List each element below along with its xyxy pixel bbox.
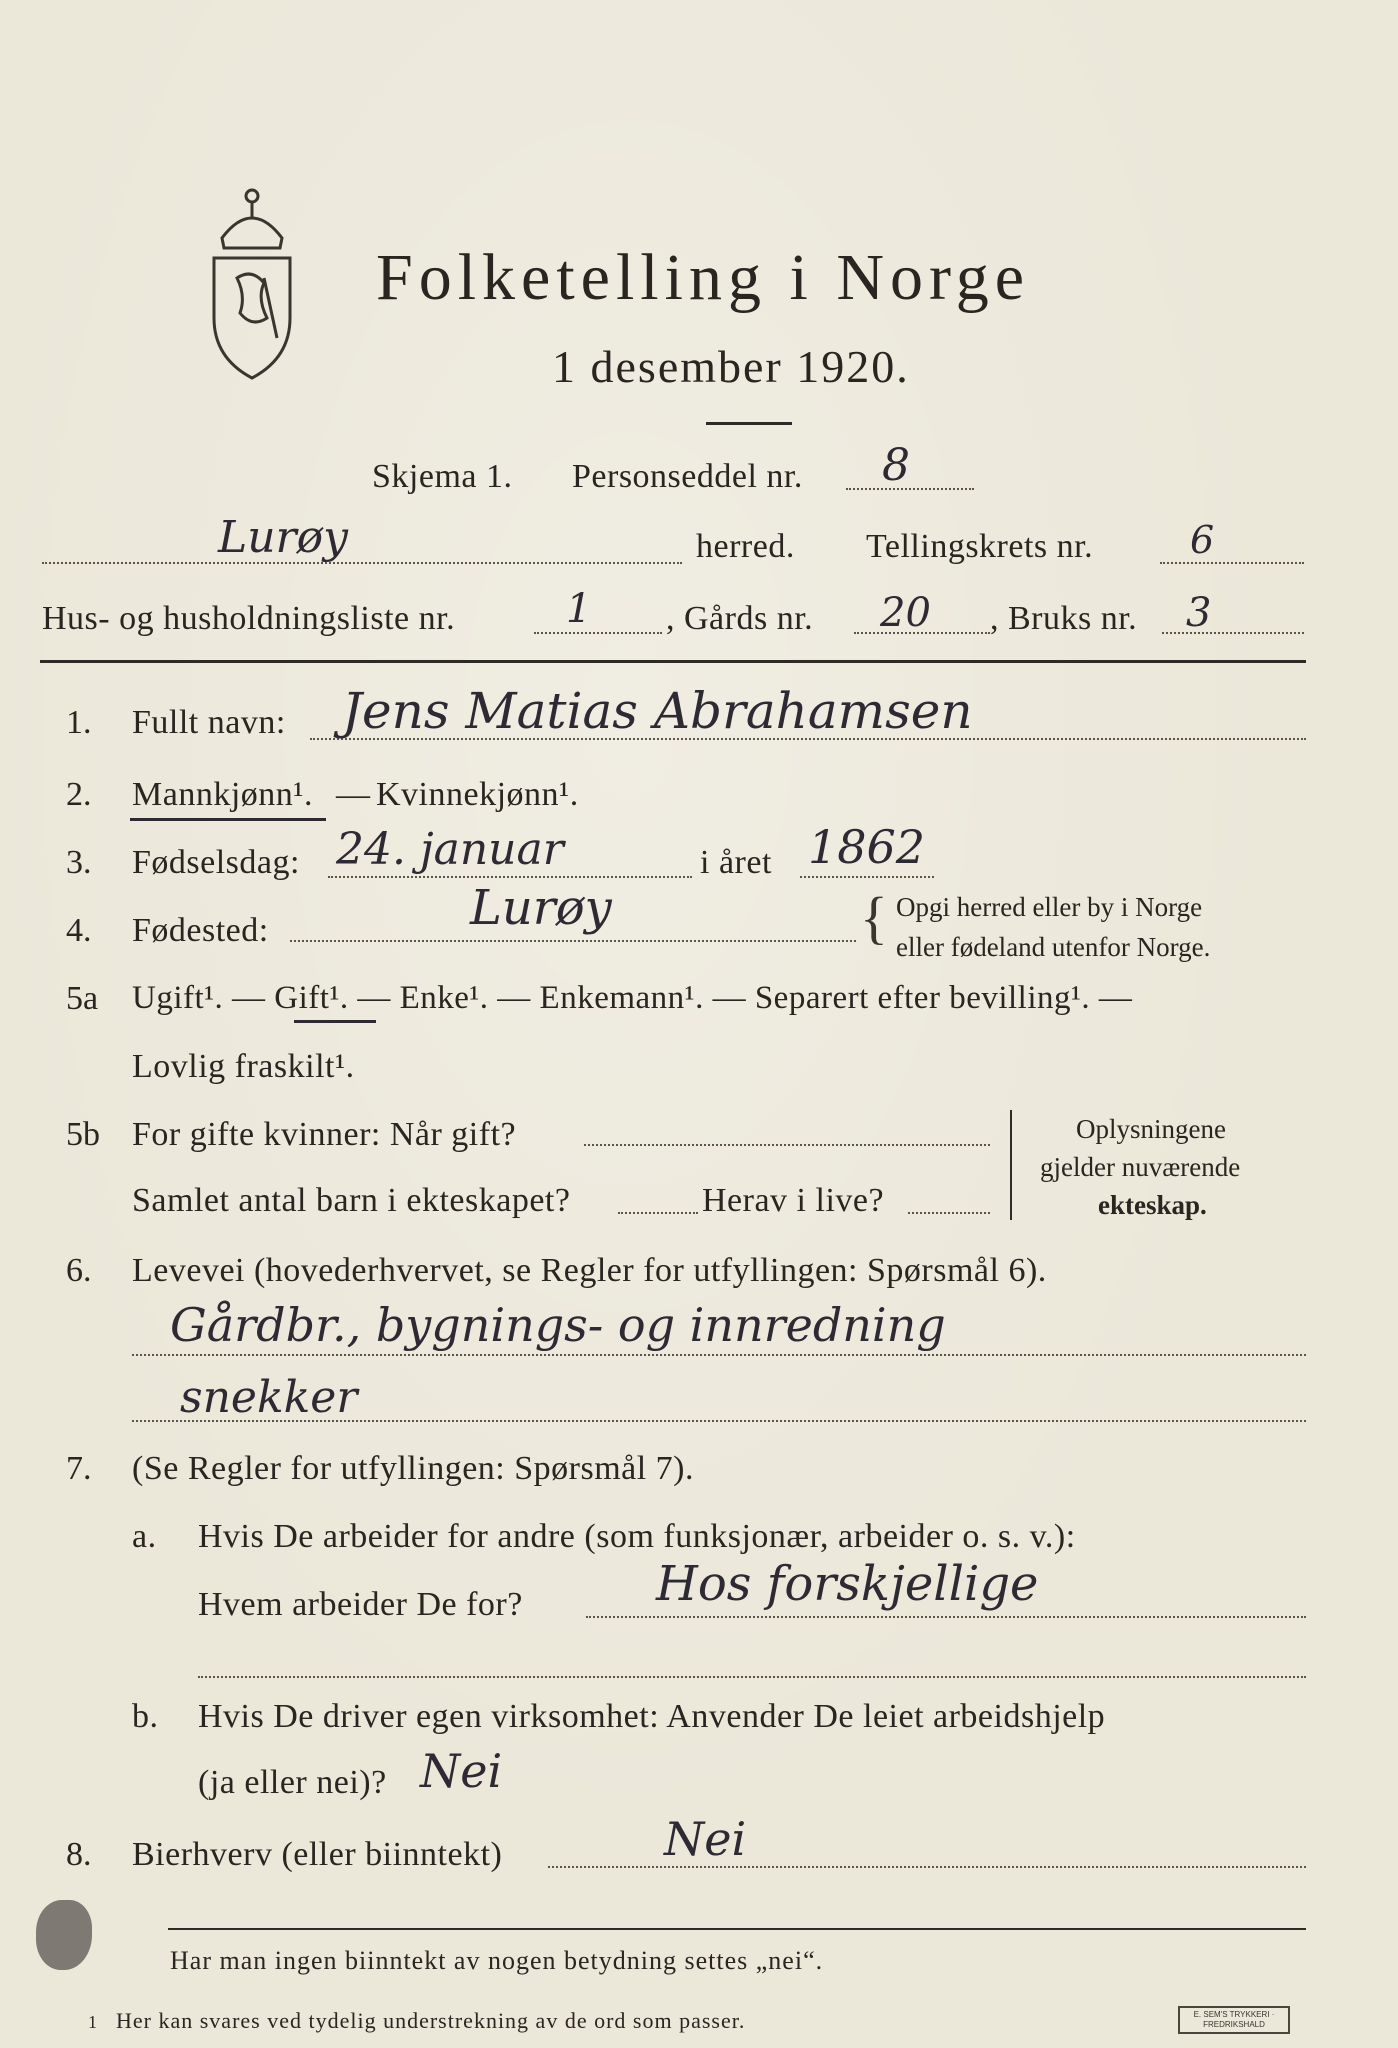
hired-help-value: Nei xyxy=(420,1744,503,1798)
full-name-value: Jens Matias Abrahamsen xyxy=(342,682,973,740)
footnote-text: Her kan svares ved tydelig understrekning av de ord som passer. xyxy=(116,2008,746,2033)
occupation-value-line-1: Gårdbr., bygnings- og innredning xyxy=(170,1298,946,1352)
male-option: Mannkjønn¹. xyxy=(132,776,313,813)
birth-year-value: 1862 xyxy=(808,820,926,874)
gender-separator: — xyxy=(336,776,371,813)
person-number-value: 8 xyxy=(882,440,910,491)
form-date: 1 desember 1920. xyxy=(552,341,910,392)
side-income-label: Bierhverv (eller biinntekt) xyxy=(132,1836,503,1873)
married-underline xyxy=(294,1020,376,1023)
q7b-letter: b. xyxy=(132,1698,159,1735)
children-alive-label: Herav i live? xyxy=(702,1182,885,1219)
q3-number: 3. xyxy=(66,844,92,881)
ink-blot xyxy=(36,1900,92,1970)
male-underline xyxy=(130,818,326,821)
q7b-text: Hvis De driver egen virksomhet: Anvender De leiet arbeidshjelp xyxy=(198,1698,1106,1735)
household-list-label: Hus- og husholdningsliste nr. xyxy=(42,600,456,637)
birthplace-brace: { xyxy=(860,885,888,950)
q7a-text: Hvis De arbeider for andre (som funksjonær, arbeider o. s. v.): xyxy=(198,1518,1076,1555)
form-title: Folketelling i Norge xyxy=(376,241,1031,314)
tellingskrets-value: 6 xyxy=(1190,518,1215,562)
bruks-value: 3 xyxy=(1186,590,1212,636)
schema-label: Skjema 1. xyxy=(372,458,513,495)
birthplace-note-1: Opgi herred eller by i Norge xyxy=(896,892,1203,922)
q2-number: 2. xyxy=(66,776,92,813)
municipality-value: Lurøy xyxy=(218,512,348,563)
footer-note: Har man ingen biinntekt av nogen betydning settes „nei“. xyxy=(170,1946,824,1975)
q7-number: 7. xyxy=(66,1450,92,1487)
gards-label: , Gårds nr. xyxy=(666,600,814,637)
divorced-option: Lovlig fraskilt¹. xyxy=(132,1048,355,1085)
gards-value: 20 xyxy=(880,590,931,636)
birthday-value: 24. januar xyxy=(336,824,564,875)
when-married-label: For gifte kvinner: Når gift? xyxy=(132,1116,517,1153)
q1-number: 1. xyxy=(66,704,92,741)
side-income-value: Nei xyxy=(664,1812,747,1866)
children-count-label: Samlet antal barn i ekteskapet? xyxy=(132,1182,571,1219)
coat-of-arms-icon xyxy=(202,178,302,388)
q7-label: (Se Regler for utfyllingen: Spørsmål 7). xyxy=(132,1450,695,1487)
footnote-number: 1 xyxy=(88,2012,97,2032)
marriage-note-2: gjelder nuværende xyxy=(1040,1152,1241,1182)
marriage-note-1: Oplysningene xyxy=(1076,1114,1226,1144)
marital-status-options: Ugift¹. — Gift¹. — Enke¹. — Enkemann¹. — Separert efter bevilling¹. — xyxy=(132,980,1133,1016)
year-label: i året xyxy=(700,844,772,881)
birthplace-value: Lurøy xyxy=(470,880,612,936)
household-list-value: 1 xyxy=(566,586,592,632)
tellingskrets-label: Tellingskrets nr. xyxy=(866,528,1094,565)
header-divider xyxy=(40,660,1306,663)
footer-divider xyxy=(168,1928,1306,1930)
marriage-note-3: ekteskap. xyxy=(1098,1190,1207,1220)
q5b-number: 5b xyxy=(66,1116,100,1153)
q5a-number: 5a xyxy=(66,980,99,1017)
occupation-value-line-2: snekker xyxy=(180,1372,358,1423)
q6-number: 6. xyxy=(66,1252,92,1289)
full-name-label: Fullt navn: xyxy=(132,704,286,741)
q7a-letter: a. xyxy=(132,1518,157,1555)
birthday-label: Fødselsdag: xyxy=(132,844,300,881)
occupation-label: Levevei (hovederhvervet, se Regler for utfyllingen: Spørsmål 6). xyxy=(132,1252,1047,1289)
title-divider xyxy=(706,422,792,425)
employer-label: Hvem arbeider De for? xyxy=(198,1586,523,1623)
employer-value: Hos forskjellige xyxy=(656,1556,1039,1612)
herred-label: herred. xyxy=(696,528,795,565)
birthplace-label: Fødested: xyxy=(132,912,269,949)
person-number-label: Personseddel nr. xyxy=(572,458,803,495)
female-option: Kvinnekjønn¹. xyxy=(376,776,579,813)
printer-stamp: E. SEM'S TRYKKERI · FREDRIKSHALD xyxy=(1178,2006,1290,2034)
q4-number: 4. xyxy=(66,912,92,949)
bruks-label: , Bruks nr. xyxy=(990,600,1138,637)
marriage-note-bracket xyxy=(1010,1110,1012,1220)
birthplace-note-2: eller fødeland utenfor Norge. xyxy=(896,932,1211,962)
q8-number: 8. xyxy=(66,1836,92,1873)
hired-help-label: (ja eller nei)? xyxy=(198,1764,387,1801)
